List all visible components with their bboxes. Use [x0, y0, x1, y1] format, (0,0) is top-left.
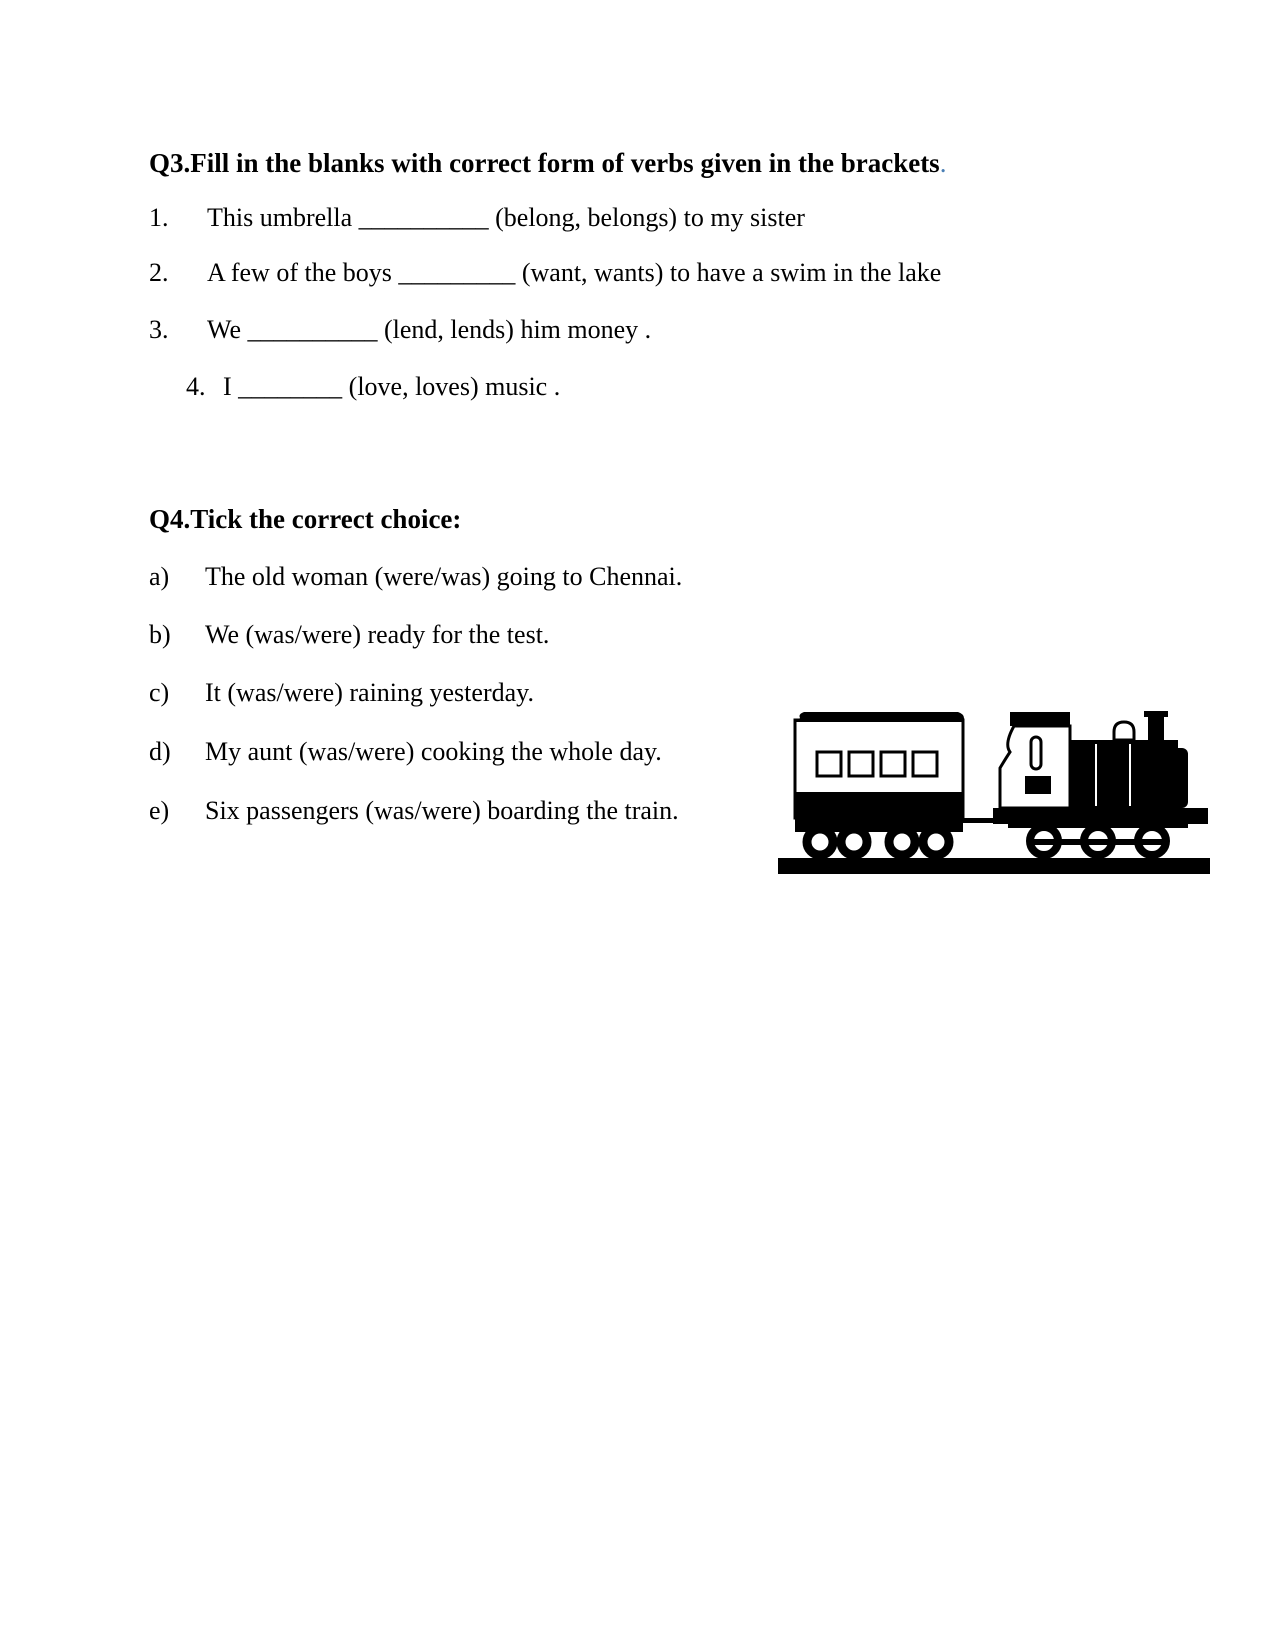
q3-item-text: A few of the boys _________ (want, wants) to have a swim in the lake — [207, 258, 942, 287]
q4-item-text: We (was/were) ready for the test. — [205, 620, 550, 649]
q4-title — [149, 504, 461, 535]
q4-item-marker: c) — [149, 678, 170, 707]
q3-item-text: I ________ (love, loves) music . — [223, 372, 561, 401]
q4-item-marker: e) — [149, 796, 170, 825]
q4-item-text: My aunt (was/were) cooking the whole day. — [205, 737, 662, 766]
q4-item-marker: a) — [149, 562, 170, 591]
q4-item-text: The old woman (were/was) going to Chennai. — [205, 562, 683, 591]
q4-title-text: Q4.Tick the correct choice: — [149, 504, 462, 534]
q4-item-text: Six passengers (was/were) boarding the train. — [205, 796, 679, 825]
q3-title — [149, 148, 946, 179]
q3-item-text: This umbrella __________ (belong, belongs) to my sister — [207, 203, 805, 232]
q3-item-marker: 2. — [149, 258, 169, 287]
q4-item-text: It (was/were) raining yesterday. — [205, 678, 534, 707]
q3-item-marker: 3. — [149, 315, 169, 344]
q3-item-text: We __________ (lend, lends) him money . — [207, 315, 652, 344]
q3-item-marker: 4. — [186, 372, 206, 401]
q4-item-marker: b) — [149, 620, 171, 649]
q3-title-text: Q3.Fill in the blanks with correct form of verbs given in the brackets — [149, 148, 940, 178]
train-illustration-icon — [778, 708, 1210, 878]
q3-item-marker: 1. — [149, 203, 169, 232]
q4-item-marker: d) — [149, 737, 171, 766]
q3-title-trailing-dot: . — [939, 148, 947, 178]
